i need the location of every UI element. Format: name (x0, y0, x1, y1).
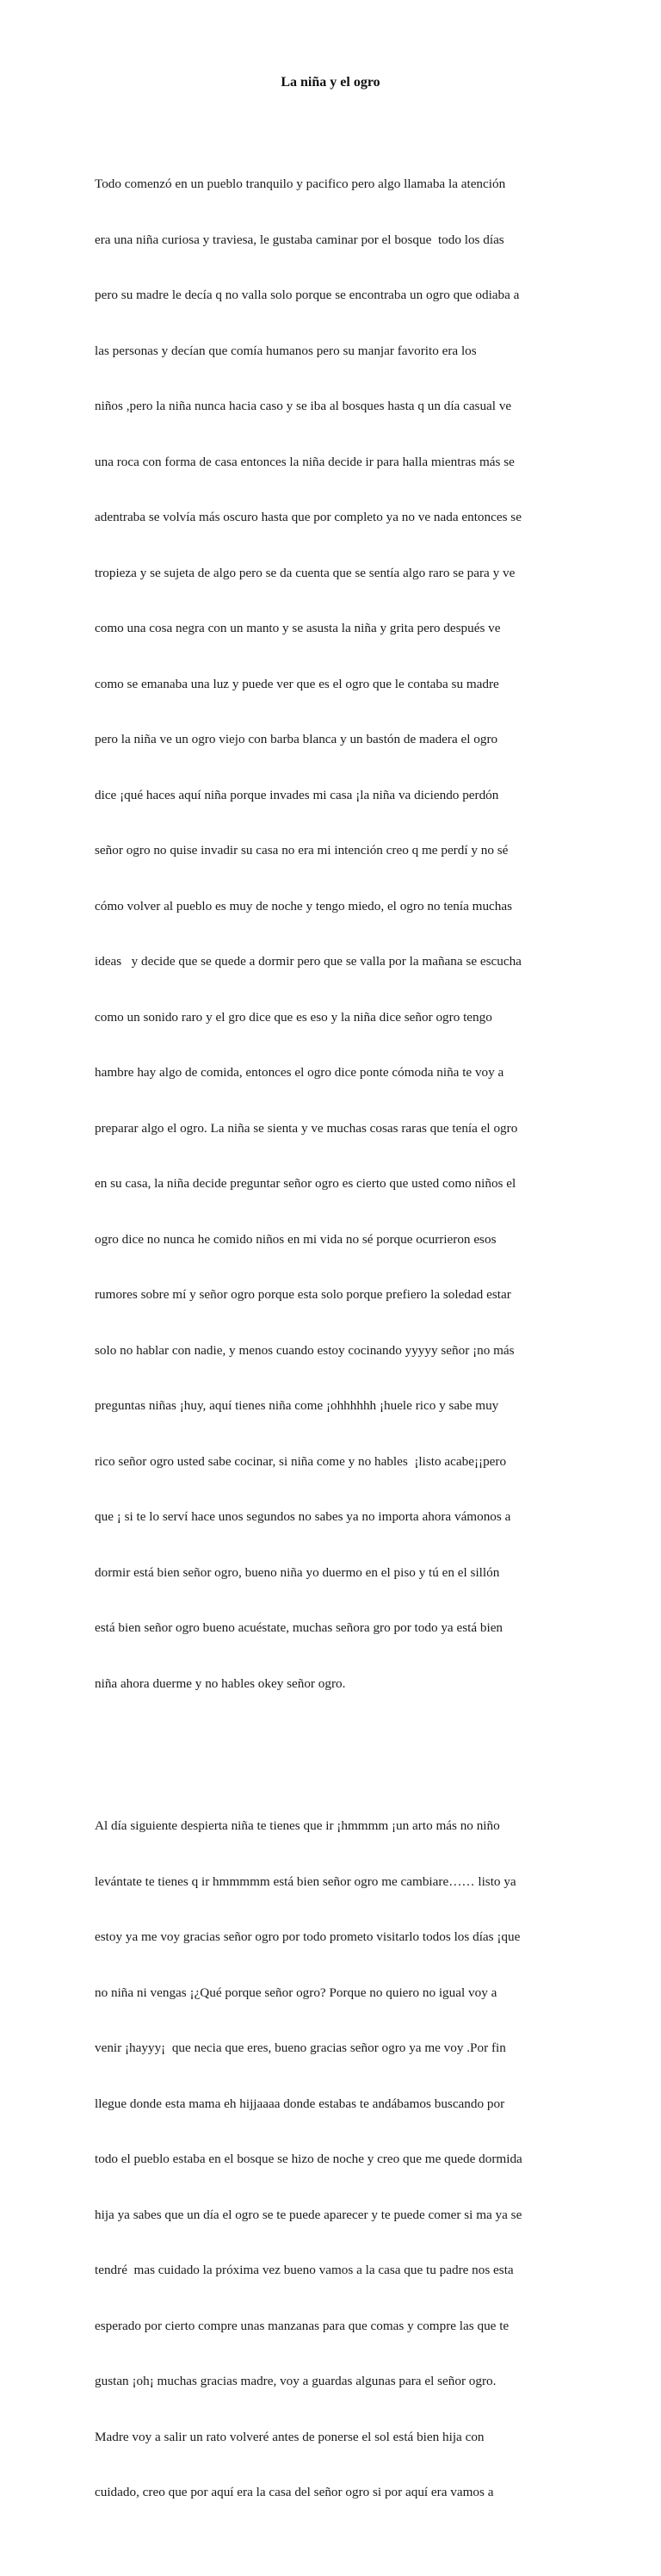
text-line: como se emanaba una luz y puede ver que es el ogro que le contaba su madre (95, 676, 499, 691)
text-line: Todo comenzó en un pueblo tranquilo y pacifico pero algo llamaba la atención (95, 176, 506, 191)
text-line: rico señor ogro usted sabe cocinar, si niña come y no hables ¡listo acabe¡¡pero (95, 1453, 507, 1469)
text-line: niña ahora duerme y no hables okey señor ogro. (95, 1675, 346, 1691)
text-line: estoy ya me voy gracias señor ogro por todo prometo visitarlo todos los días ¡que (95, 1929, 521, 1944)
text-line: preparar algo el ogro. La niña se sienta y ve muchas cosas raras que tenía el ogro (95, 1120, 518, 1136)
text-line: Al día siguiente despierta niña te tienes que ir ¡hmmmm ¡un arto más no niño (95, 1818, 500, 1833)
text-line: llegue donde esta mama eh hijjaaaa donde estabas te andábamos buscando por (95, 2096, 505, 2111)
text-line: como un sonido raro y el gro dice que es eso y la niña dice señor ogro tengo (95, 1009, 492, 1025)
text-line: Madre voy a salir un rato volveré antes de ponerse el sol está bien hija con (95, 2429, 485, 2444)
text-line: que ¡ si te lo serví hace unos segundos no sabes ya no importa ahora vámonos a (95, 1509, 511, 1524)
text-line: venir ¡hayyy¡ que necia que eres, bueno gracias señor ogro ya me voy .Por fin (95, 2040, 506, 2055)
document-body (95, 101, 573, 2576)
paragraph-2 (95, 1780, 573, 2539)
text-line: niños ,pero la niña nunca hacia caso y se iba al bosques hasta q un día casual ve (95, 399, 512, 413)
text-line: rumores sobre mí y señor ogro porque esta solo porque prefiero la soledad estar (95, 1287, 511, 1302)
text-line: está bien señor ogro bueno acuéstate, muchas señora gro por todo ya está bien (95, 1620, 503, 1635)
document-title: La niña y el ogro (281, 75, 380, 90)
text-line: señor ogro no quise invadir su casa no era mi intención creo q me perdí y no sé (95, 843, 509, 858)
text-line: era una niña curiosa y traviesa, le gustaba caminar por el bosque todo los días (95, 232, 504, 247)
text-line: esperado por cierto compre unas manzanas para que comas y compre las que te (95, 2318, 510, 2333)
paragraph-1 (95, 138, 573, 1730)
text-line: levántate te tienes q ir hmmmmm está bien señor ogro me cambiare…… listo ya (95, 1873, 516, 1889)
text-line: tendré mas cuidado la próxima vez bueno vamos a la casa que tu padre nos esta (95, 2263, 514, 2277)
text-line: no niña ni vengas ¡¿Qué porque señor ogro? Porque no quiero no igual voy a (95, 1985, 497, 2000)
text-line: adentraba se volvía más oscuro hasta que por completo ya no ve nada entonces se (95, 510, 522, 524)
text-line: gustan ¡oh¡ muchas gracias madre, voy a guardas algunas para el señor ogro. (95, 2374, 497, 2388)
text-line: hambre hay algo de comida, entonces el ogro dice ponte cómoda niña te voy a (95, 1065, 504, 1080)
text-line: en su casa, la niña decide preguntar señor ogro es cierto que usted como niños el (95, 1176, 516, 1191)
text-line: dormir está bien señor ogro, bueno niña yo duermo en el piso y tú en el sillón (95, 1564, 500, 1580)
text-line: tropieza y se sujeta de algo pero se da cuenta que se sentía algo raro se para y ve (95, 565, 516, 580)
text-line: ideas y decide que se quede a dormir pero que se valla por la mañana se escucha (95, 954, 522, 969)
text-line: como una cosa negra con un manto y se asusta la niña y grita pero después ve (95, 621, 501, 635)
text-line: todo el pueblo estaba en el bosque se hizo de noche y creo que me quede dormida (95, 2152, 522, 2166)
text-line: dice ¡qué haces aquí niña porque invades mi casa ¡la niña va diciendo perdón (95, 787, 499, 802)
text-line: las personas y decían que comía humanos pero su manjar favorito era los (95, 343, 477, 358)
text-line: pero la niña ve un ogro viejo con barba blanca y un bastón de madera el ogro (95, 732, 498, 746)
text-line: pero su madre le decía q no valla solo porque se encontraba un ogro que odiaba a (95, 288, 520, 302)
text-line: una roca con forma de casa entonces la niña decide ir para halla mientras más se (95, 454, 515, 469)
text-line: solo no hablar con nadie, y menos cuando estoy cocinando yyyyy señor ¡no más (95, 1342, 515, 1358)
text-line: cómo volver al pueblo es muy de noche y tengo miedo, el ogro no tenía muchas (95, 898, 513, 913)
text-line: cuidado, creo que por aquí era la casa del señor ogro si por aquí era vamos a (95, 2485, 494, 2499)
text-line: ogro dice no nunca he comido niños en mi vida no sé porque ocurrieron esos (95, 1231, 497, 1247)
text-line: preguntas niñas ¡huy, aquí tienes niña come ¡ohhhhhh ¡huele rico y sabe muy (95, 1398, 499, 1413)
text-line: hija ya sabes que un día el ogro se te puede aparecer y te puede comer si ma ya se (95, 2207, 522, 2222)
